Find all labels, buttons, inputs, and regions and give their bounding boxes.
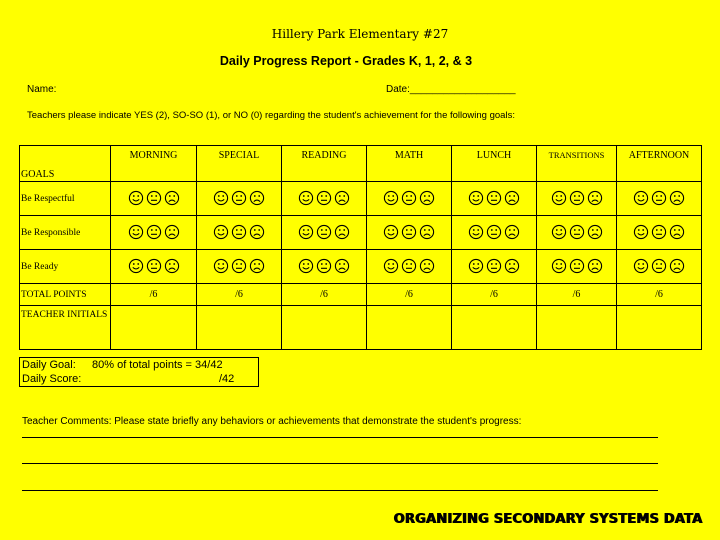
goal-label: Be Respectful [20,182,111,216]
happy-face-icon[interactable] [468,190,484,206]
neutral-face-icon[interactable] [401,190,417,206]
initials-row [20,306,702,350]
comments-label: Teacher Comments: Please state briefly any behaviors or achievements that demonstrate the student's progress: [22,416,522,427]
rating-cell [452,250,537,284]
daily-score-value: /42 [219,373,235,385]
happy-face-icon[interactable] [383,190,399,206]
initials-label: TEACHER INITIALS [20,306,111,350]
column-header: TRANSITIONS [537,146,617,182]
rating-cell [197,182,282,216]
neutral-face-icon[interactable] [569,258,585,274]
sad-face-icon[interactable] [504,258,520,274]
happy-face-icon[interactable] [468,258,484,274]
sad-face-icon[interactable] [334,258,350,274]
happy-face-icon[interactable] [633,258,649,274]
rating-cell [537,216,617,250]
sad-face-icon[interactable] [587,258,603,274]
sad-face-icon[interactable] [669,258,685,274]
initials-cell[interactable] [197,306,282,350]
sad-face-icon[interactable] [419,190,435,206]
initials-cell[interactable] [537,306,617,350]
column-header: READING [282,146,367,182]
sad-face-icon[interactable] [587,224,603,240]
neutral-face-icon[interactable] [231,224,247,240]
neutral-face-icon[interactable] [401,258,417,274]
initials-cell[interactable] [111,306,197,350]
happy-face-icon[interactable] [213,190,229,206]
neutral-face-icon[interactable] [316,224,332,240]
total-points-cell[interactable]: /6 [197,284,282,306]
neutral-face-icon[interactable] [146,190,162,206]
sad-face-icon[interactable] [334,190,350,206]
sad-face-icon[interactable] [164,258,180,274]
rating-cell [111,216,197,250]
rating-cell [367,182,452,216]
happy-face-icon[interactable] [633,190,649,206]
progress-grid [19,145,702,350]
sad-face-icon[interactable] [504,224,520,240]
total-points-cell[interactable]: /6 [452,284,537,306]
sad-face-icon[interactable] [249,258,265,274]
initials-cell[interactable] [367,306,452,350]
daily-goal-value: 80% of total points = 34/42 [92,359,223,371]
total-row [20,284,702,306]
instructions: Teachers please indicate YES (2), SO-SO (1), or NO (0) regarding the student's achievement for the following goals: [27,110,515,121]
goal-row [20,182,702,216]
happy-face-icon[interactable] [383,258,399,274]
neutral-face-icon[interactable] [316,258,332,274]
rating-cell [282,250,367,284]
goal-row [20,250,702,284]
initials-cell[interactable] [282,306,367,350]
goal-label: Be Ready [20,250,111,284]
daily-goal-box [19,357,259,387]
rating-cell [111,250,197,284]
goal-row [20,216,702,250]
neutral-face-icon[interactable] [401,224,417,240]
happy-face-icon[interactable] [128,224,144,240]
happy-face-icon[interactable] [128,190,144,206]
sad-face-icon[interactable] [334,224,350,240]
school-name: Hillery Park Elementary #27 [271,27,449,41]
happy-face-icon[interactable] [551,190,567,206]
sad-face-icon[interactable] [249,190,265,206]
comment-line[interactable] [22,437,658,438]
neutral-face-icon[interactable] [146,258,162,274]
total-points-cell[interactable]: /6 [282,284,367,306]
column-header: SPECIAL [197,146,282,182]
report-title: Daily Progress Report - Grades K, 1, 2, & 3 [219,54,473,68]
neutral-face-icon[interactable] [486,190,502,206]
rating-cell [367,250,452,284]
sad-face-icon[interactable] [164,190,180,206]
neutral-face-icon[interactable] [486,224,502,240]
sad-face-icon[interactable] [669,224,685,240]
neutral-face-icon[interactable] [316,190,332,206]
total-points-cell[interactable]: /6 [367,284,452,306]
daily-score-label: Daily Score: [22,373,82,385]
comment-line[interactable] [22,463,658,464]
rating-cell [617,182,702,216]
neutral-face-icon[interactable] [651,224,667,240]
happy-face-icon[interactable] [551,258,567,274]
daily-goal-label: Daily Goal: [22,359,76,371]
happy-face-icon[interactable] [213,258,229,274]
header-row [20,146,702,182]
footer-banner: ORGANIZING SECONDARY SYSTEMS DATA [393,512,702,527]
rating-cell [367,216,452,250]
sad-face-icon[interactable] [587,190,603,206]
neutral-face-icon[interactable] [569,224,585,240]
neutral-face-icon[interactable] [231,258,247,274]
sad-face-icon[interactable] [504,190,520,206]
happy-face-icon[interactable] [468,224,484,240]
rating-cell [282,216,367,250]
total-points-cell[interactable]: /6 [111,284,197,306]
sad-face-icon[interactable] [419,258,435,274]
happy-face-icon[interactable] [213,224,229,240]
neutral-face-icon[interactable] [146,224,162,240]
happy-face-icon[interactable] [128,258,144,274]
goal-label: Be Responsible [20,216,111,250]
neutral-face-icon[interactable] [651,190,667,206]
happy-face-icon[interactable] [633,224,649,240]
rating-cell [617,250,702,284]
happy-face-icon[interactable] [551,224,567,240]
rating-cell [197,216,282,250]
rating-cell [537,250,617,284]
total-points-cell[interactable]: /6 [617,284,702,306]
happy-face-icon[interactable] [383,224,399,240]
rating-cell [452,216,537,250]
initials-cell[interactable] [617,306,702,350]
neutral-face-icon[interactable] [231,190,247,206]
happy-face-icon[interactable] [298,258,314,274]
total-label: TOTAL POINTS [20,284,111,306]
neutral-face-icon[interactable] [569,190,585,206]
goals-header: GOALS [20,146,111,182]
sad-face-icon[interactable] [669,190,685,206]
total-points-cell[interactable]: /6 [537,284,617,306]
rating-cell [111,182,197,216]
sad-face-icon[interactable] [164,224,180,240]
column-header: LUNCH [452,146,537,182]
date-label: Date:___________________ [386,84,516,95]
rating-cell [197,250,282,284]
column-header: MORNING [111,146,197,182]
happy-face-icon[interactable] [298,224,314,240]
initials-cell[interactable] [452,306,537,350]
rating-cell [617,216,702,250]
column-header: AFTERNOON [617,146,702,182]
column-header: MATH [367,146,452,182]
neutral-face-icon[interactable] [651,258,667,274]
sad-face-icon[interactable] [249,224,265,240]
comment-line[interactable] [22,490,658,491]
name-label: Name: [27,84,57,95]
happy-face-icon[interactable] [298,190,314,206]
rating-cell [537,182,617,216]
sad-face-icon[interactable] [419,224,435,240]
rating-cell [452,182,537,216]
neutral-face-icon[interactable] [486,258,502,274]
rating-cell [282,182,367,216]
